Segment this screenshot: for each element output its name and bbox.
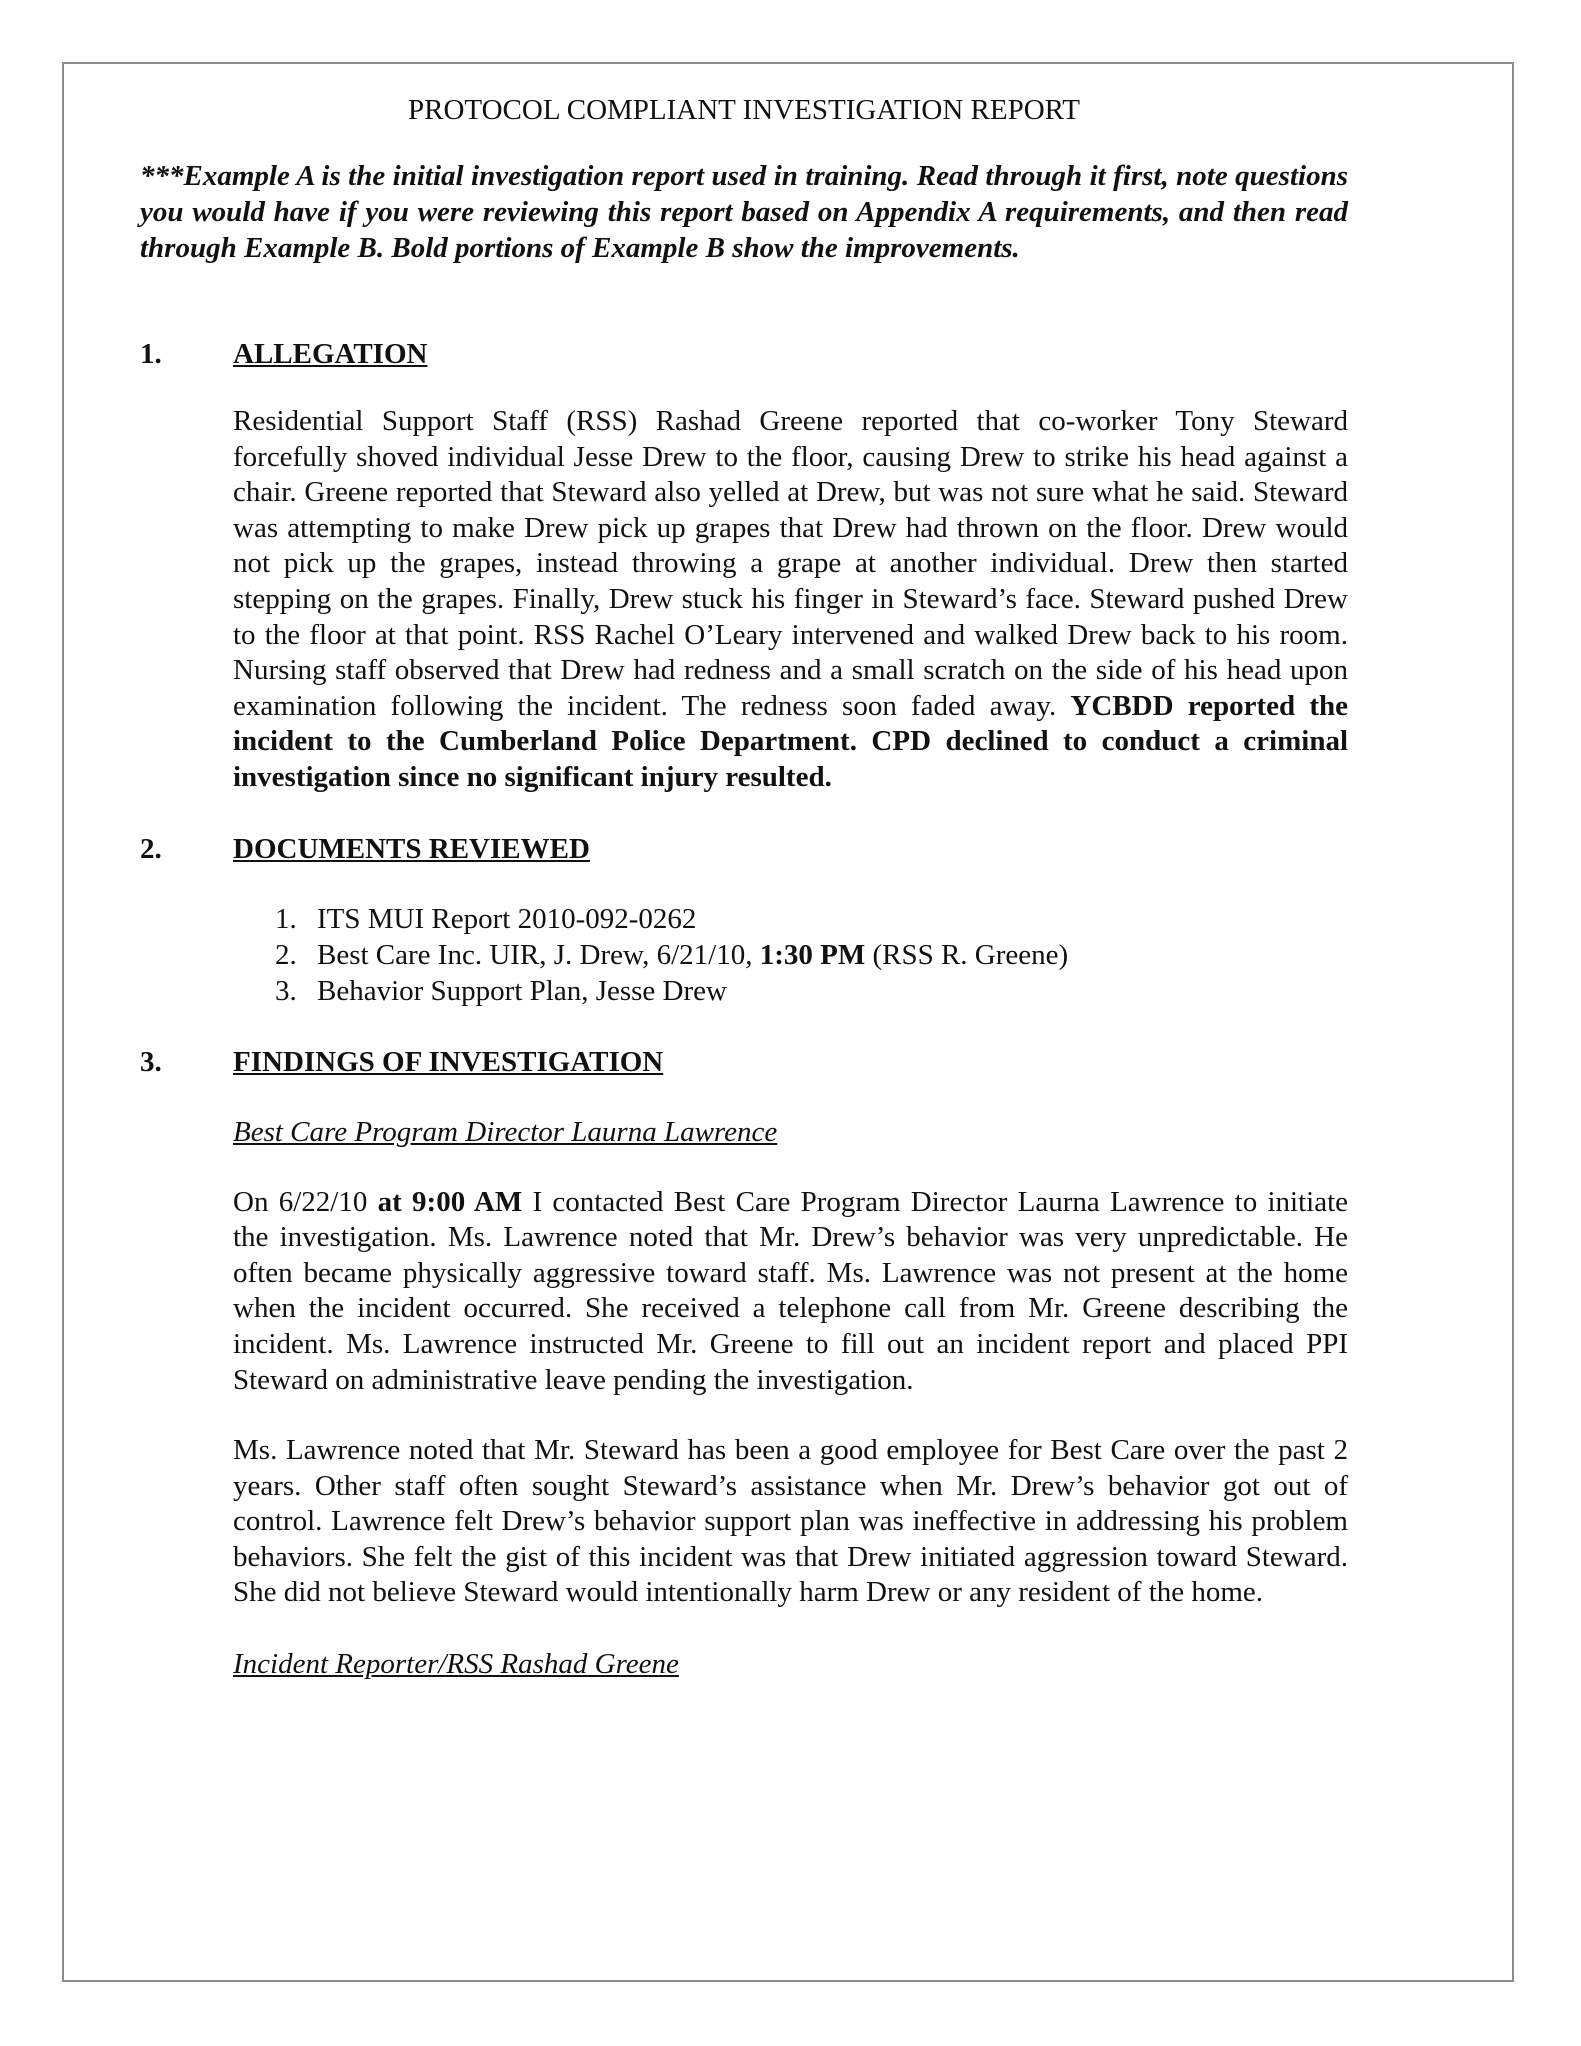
list-item-text: [317, 937, 1068, 973]
intro-note: ***Example A is the initial investigation report used in training. Read through it first, note questions you would have if you were reviewing this report based on Appendix A requirements, and then read through Example B. Bold portions of Example B show the improvements.: [140, 160, 1348, 264]
allegation-text: Residential Support Staff (RSS) Rashad Greene reported that co-worker Tony Steward forcefully shoved individual Jesse Drew to the floor, causing Drew to strike his head against a chair. Greene reported that Steward also yelled at Drew, but was not sure what he said. Steward was attempting to make Drew pick up grapes that Drew had thrown on the floor. Drew would not pick up the grapes, instead throwing a grape at another individual. Drew then started stepping on the grapes. Finally, Drew stuck his finger in Steward’s face. Steward pushed Drew to the floor at that point. RSS Rachel O’Leary intervened and walked Drew back to his room. Nursing staff observed that Drew had redness and a small scratch on the side of his head upon examination following the incident. The redness soon faded away.: [233, 405, 1348, 722]
findings-paragraph-1: [233, 1185, 1348, 1399]
paragraph-text: Ms. Lawrence noted that Mr. Steward has been a good employee for Best Care over the past 2 years. Other staff often sought Steward’s assistance when Mr. Drew’s behavior got out of control. Lawrence felt Drew’s behavior support plan was ineffective in addressing his problem behaviors. She felt the gist of this incident was that Drew initiated aggression toward Steward. She did not believe Steward would intentionally harm Drew or any resident of the home.: [233, 1434, 1348, 1609]
document-body: [140, 92, 1348, 1682]
list-item-number: 2.: [275, 938, 297, 971]
allegation-bold-text: YCBDD reported the incident to the Cumberland Police Department. CPD declined to conduct a criminal investigation since no significant injury resulted.: [233, 689, 1348, 793]
section-number: 3.: [140, 1045, 162, 1078]
list-item: [275, 937, 1348, 973]
paragraph-text-part: On 6/22/10: [233, 1185, 378, 1218]
paragraph-bold-time: at 9:00 AM: [377, 1185, 523, 1218]
list-item: [275, 901, 1348, 937]
list-item-text-part: Best Care Inc. UIR, J. Drew, 6/21/10,: [317, 938, 760, 971]
section-title: FINDINGS OF INVESTIGATION: [233, 1045, 664, 1078]
documents-list: [275, 901, 1348, 1009]
findings-paragraph-2: [233, 1433, 1348, 1611]
list-item-number: 1.: [275, 902, 297, 935]
list-item-text: Behavior Support Plan, Jesse Drew: [317, 974, 727, 1007]
list-item-text: ITS MUI Report 2010-092-0262: [317, 902, 697, 935]
section-documents-heading: [140, 831, 1348, 867]
section-title: DOCUMENTS REVIEWED: [233, 832, 590, 865]
section-number: 1.: [140, 338, 162, 370]
section-number: 2.: [140, 832, 162, 865]
document-title: PROTOCOL COMPLIANT INVESTIGATION REPORT: [408, 94, 1080, 126]
list-item-number: 3.: [275, 974, 297, 1007]
list-item: [275, 973, 1348, 1009]
subheading-incident-reporter: Incident Reporter/RSS Rashad Greene: [233, 1648, 679, 1681]
section-findings-heading: [140, 1044, 1348, 1080]
section-title: ALLEGATION: [233, 338, 428, 370]
list-item-bold-time: 1:30 PM: [759, 938, 866, 971]
paragraph-text-part: I contacted Best Care Program Director Laurna Lawrence to initiate the investigation. Ms. Lawrence noted that Mr. Drew’s behavior was very unpredictable. He often became physically aggressive toward staff. Ms. Lawrence was not present at the home when the incident occurred. She received a telephone call from Mr. Greene describing the incident. Ms. Lawrence instructed Mr. Greene to fill out an incident report and placed PPI Steward on administrative leave pending the investigation.: [233, 1185, 1349, 1396]
list-item-text-part: (RSS R. Greene): [865, 938, 1069, 971]
subheading-program-director: Best Care Program Director Laurna Lawrence: [233, 1115, 778, 1148]
allegation-paragraph: [233, 404, 1348, 796]
section-allegation-heading: [140, 336, 1348, 372]
